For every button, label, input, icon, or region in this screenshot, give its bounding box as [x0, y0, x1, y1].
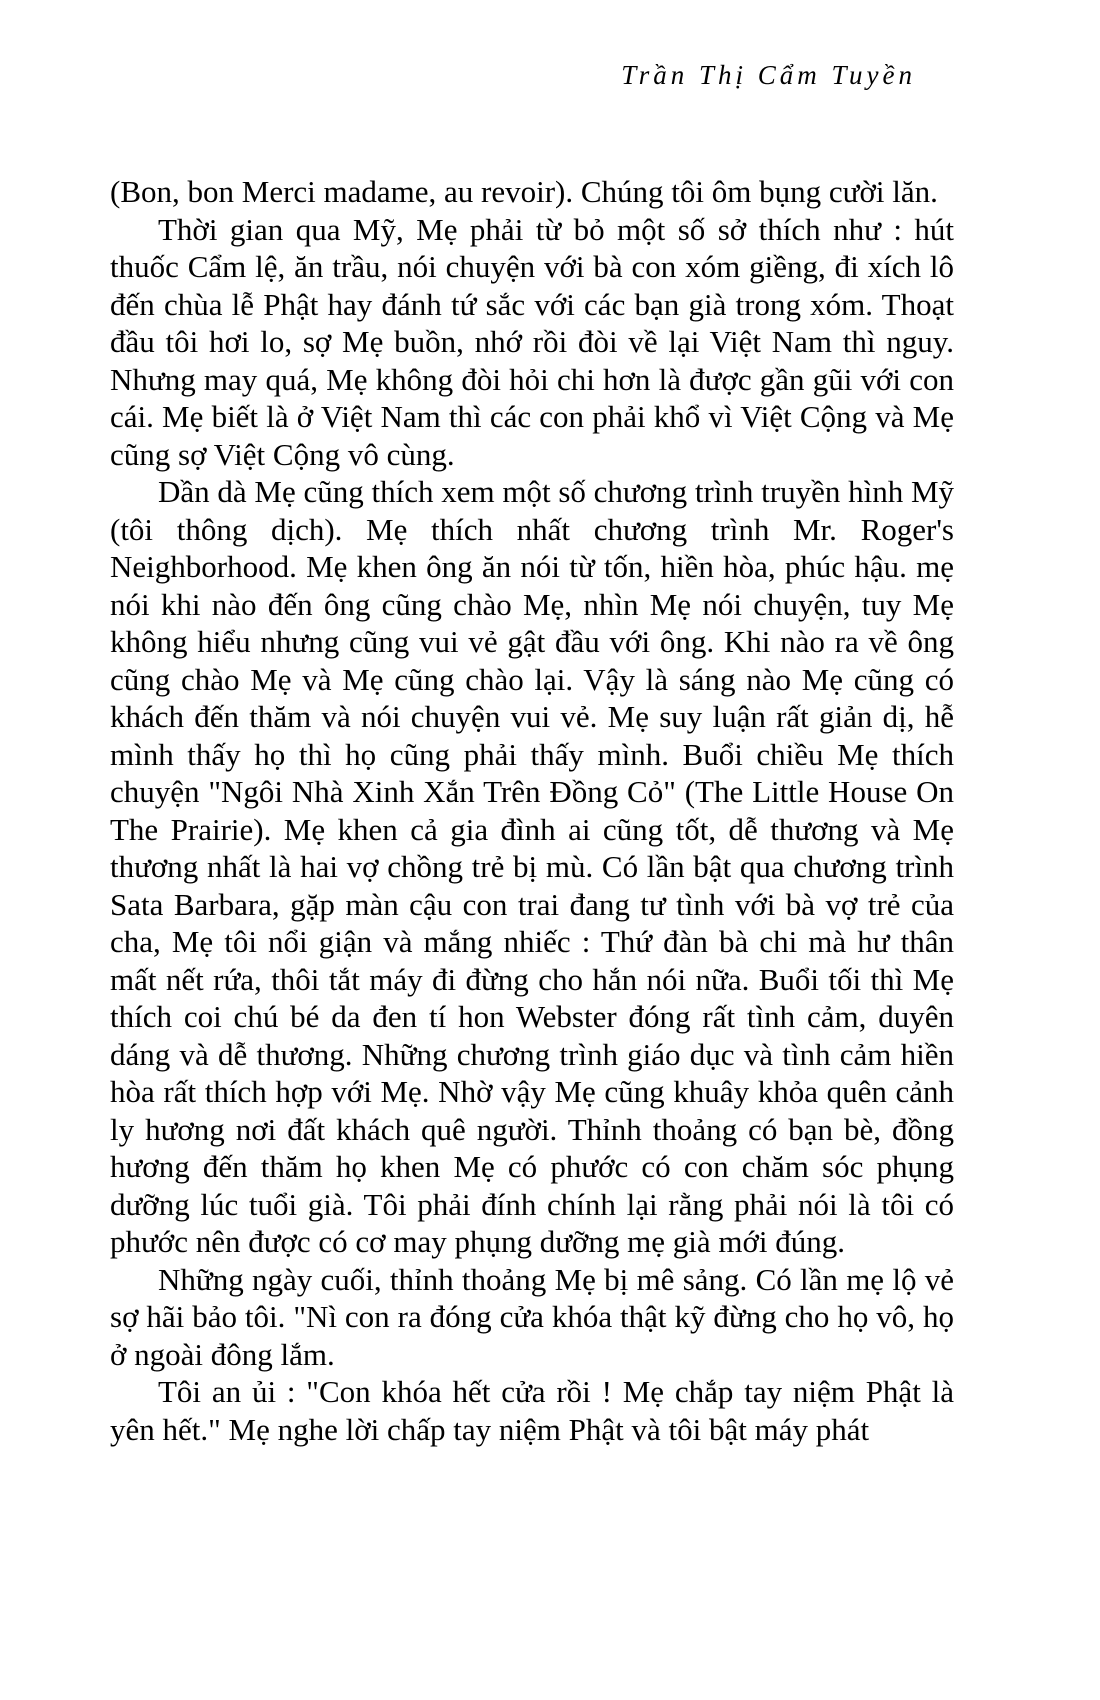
- paragraph-5: Tôi an ủi : "Con khóa hết cửa rồi ! Mẹ chắp tay niệm Phật là yên hết." Mẹ nghe lời chấp tay niệm Phật và tôi bật máy phát: [110, 1374, 954, 1447]
- running-header-author: Trần Thị Cẩm Tuyền: [621, 60, 916, 90]
- paragraph-1: (Bon, bon Merci madame, au revoir). Chúng tôi ôm bụng cười lăn.: [110, 174, 938, 209]
- paragraph-2: Thời gian qua Mỹ, Mẹ phải từ bỏ một số sở thích như : hút thuốc Cẩm lệ, ăn trầu, nói chuyện với bà con xóm giềng, đi xích lô đến chùa lễ Phật hay đánh tứ sắc với các bạn già trong xóm. Thoạt đầu tôi hơi lo, sợ Mẹ buồn, nhớ rồi đòi về lại Việt Nam thì nguy. Nhưng may quá, Mẹ không đòi hỏi chi hơn là được gần gũi với con cái. Mẹ biết là ở Việt Nam thì các con phải khổ vì Việt Cộng và Mẹ cũng sợ Việt Cộng vô cùng.: [110, 211, 954, 472]
- body-text: [110, 173, 954, 1448]
- paragraph-4: Những ngày cuối, thỉnh thoảng Mẹ bị mê sảng. Có lần mẹ lộ vẻ sợ hãi bảo tôi. "Nì con ra đóng cửa khóa thật kỹ đừng cho họ vô, họ ở ngoài đông lắm.: [110, 1261, 954, 1372]
- paragraph-3: Dần dà Mẹ cũng thích xem một số chương trình truyền hình Mỹ (tôi thông dịch). Mẹ thích nhất chương trình Mr. Roger's Neighborhood. Mẹ khen ông ăn nói từ tốn, hiền hòa, phúc hậu. mẹ nói khi nào đến ông cũng chào Mẹ, nhìn Mẹ nói chuyện, tuy Mẹ không hiểu nhưng cũng vui vẻ gật đầu với ông. Khi nào ra về ông cũng chào Mẹ và Mẹ cũng chào lại. Vậy là sáng nào Mẹ cũng có khách đến thăm và nói chuyện vui vẻ. Mẹ suy luận rất giản dị, hễ mình thấy họ thì họ cũng phải thấy mình. Buổi chiều Mẹ thích chuyện "Ngôi Nhà Xinh Xắn Trên Đồng Cỏ" (The Little House On The Prairie). Mẹ khen cả gia đình ai cũng tốt, dễ thương và Mẹ thương nhất là hai vợ chồng trẻ bị mù. Có lần bật qua chương trình Sata Barbara, gặp màn cậu con trai đang tư tình với bà vợ trẻ của cha, Mẹ tôi nổi giận và mắng nhiếc : Thứ đàn bà chi mà hư thân mất nết rứa, thôi tắt máy đi đừng cho hắn nói nữa. Buổi tối thì Mẹ thích coi chú bé da đen tí hon Webster đóng rất tình cảm, duyên dáng và dễ thương. Những chương trình giáo dục và tình cảm hiền hòa rất thích hợp với Mẹ. Nhờ vậy Mẹ cũng khuây khỏa quên cảnh ly hương nơi đất khách quê người. Thỉnh thoảng có bạn bè, đồng hương đến thăm họ khen Mẹ có phước có con chăm sóc phụng dưỡng lúc tuổi già. Tôi phải đính chính lại rằng phải nói là tôi có phước nên được có cơ may phụng dưỡng mẹ già mới đúng.: [110, 474, 955, 1259]
